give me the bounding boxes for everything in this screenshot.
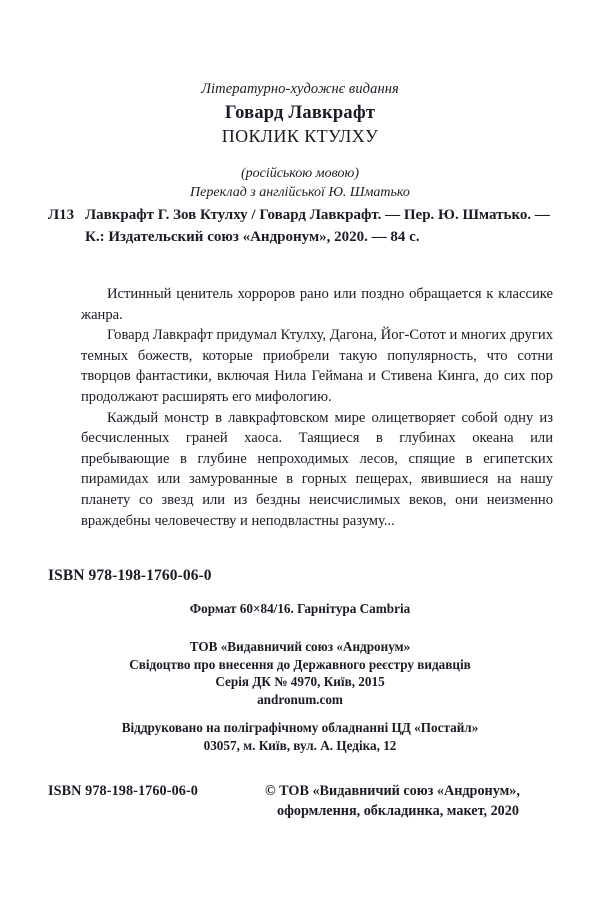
- publisher-certificate-series: Серія ДК № 4970, Київ, 2015: [215, 674, 385, 690]
- annotation-paragraph: Каждый монстр в лавкрафтовском мире олицетворяет собой одну из бесчисленных граней хаоса. Таящиеся в глубинах океана или пребывающие в глубине непроходимых лесов, спящие в египетских пирамидах или замурованные в горных пещерах, явившиеся на нашу планету со звезд или из бездны неисчислимых веков, они неизменно враждебны человечеству и неподвластны разуму...: [81, 409, 553, 529]
- imprint-bottom-row: [48, 781, 553, 821]
- publication-series-label: Літературно-художнє видання: [201, 81, 399, 97]
- language-note: (російською мовою): [240, 166, 360, 181]
- library-classification-code: Л13: [48, 207, 75, 223]
- annotation-text: [81, 284, 553, 531]
- biblio-row: [48, 205, 553, 248]
- imprint-header: [0, 80, 600, 202]
- isbn-primary: ISBN 978-198-1760-06-0: [48, 567, 212, 584]
- printing-house-details: [0, 719, 600, 754]
- annotation-paragraph: Истинный ценитель хорроров рано или поздно обращается к классике жанра.: [81, 286, 553, 323]
- isbn-secondary: ISBN 978-198-1760-06-0: [48, 783, 198, 799]
- printer-name: Віддруковано на поліграфічному обладнанні ЦД «Постайл»: [121, 720, 479, 735]
- book-title: ПОКЛИК КТУЛХУ: [221, 126, 379, 146]
- print-format-info: [0, 600, 600, 618]
- copyright-notice: [265, 781, 553, 821]
- bibliographic-entry: [48, 205, 553, 248]
- printer-address: 03057, м. Київ, вул. А. Цедіка, 12: [203, 737, 397, 753]
- publisher-name: ТОВ «Видавничий союз «Андронум»: [189, 639, 411, 654]
- format-line: Формат 60×84/16. Гарнітура Cambria: [189, 601, 411, 616]
- copyright-line-2: оформлення, обкладинка, макет, 2020: [277, 803, 519, 819]
- publisher-website: andronum.com: [257, 691, 343, 707]
- author-name: Говард Лавкрафт: [224, 103, 376, 123]
- copyright-line-1: © ТОВ «Видавничий союз «Андронум»,: [265, 783, 520, 799]
- annotation-paragraph: Говард Лавкрафт придумал Ктулху, Дагона, Йог-Сотот и многих других темных божеств, которые приобрели такую популярность, что сотни творцов фантастики, включая Нила Геймана и Стивена Кинга, до сих пор продолжают расширять его мифологию.: [81, 327, 553, 405]
- translator-credit: Переклад з англійської Ю. Шматько: [190, 185, 410, 200]
- biblio-description: Лавкрафт Г. Зов Ктулху / Говард Лавкрафт. — Пер. Ю. Шматько. — К.: Издательский союз «Андронум», 2020. — 84 с.: [85, 207, 550, 245]
- publisher-details: [0, 638, 600, 708]
- publisher-certificate: Свідоцтво про внесення до Державного реєстру видавців: [129, 656, 471, 672]
